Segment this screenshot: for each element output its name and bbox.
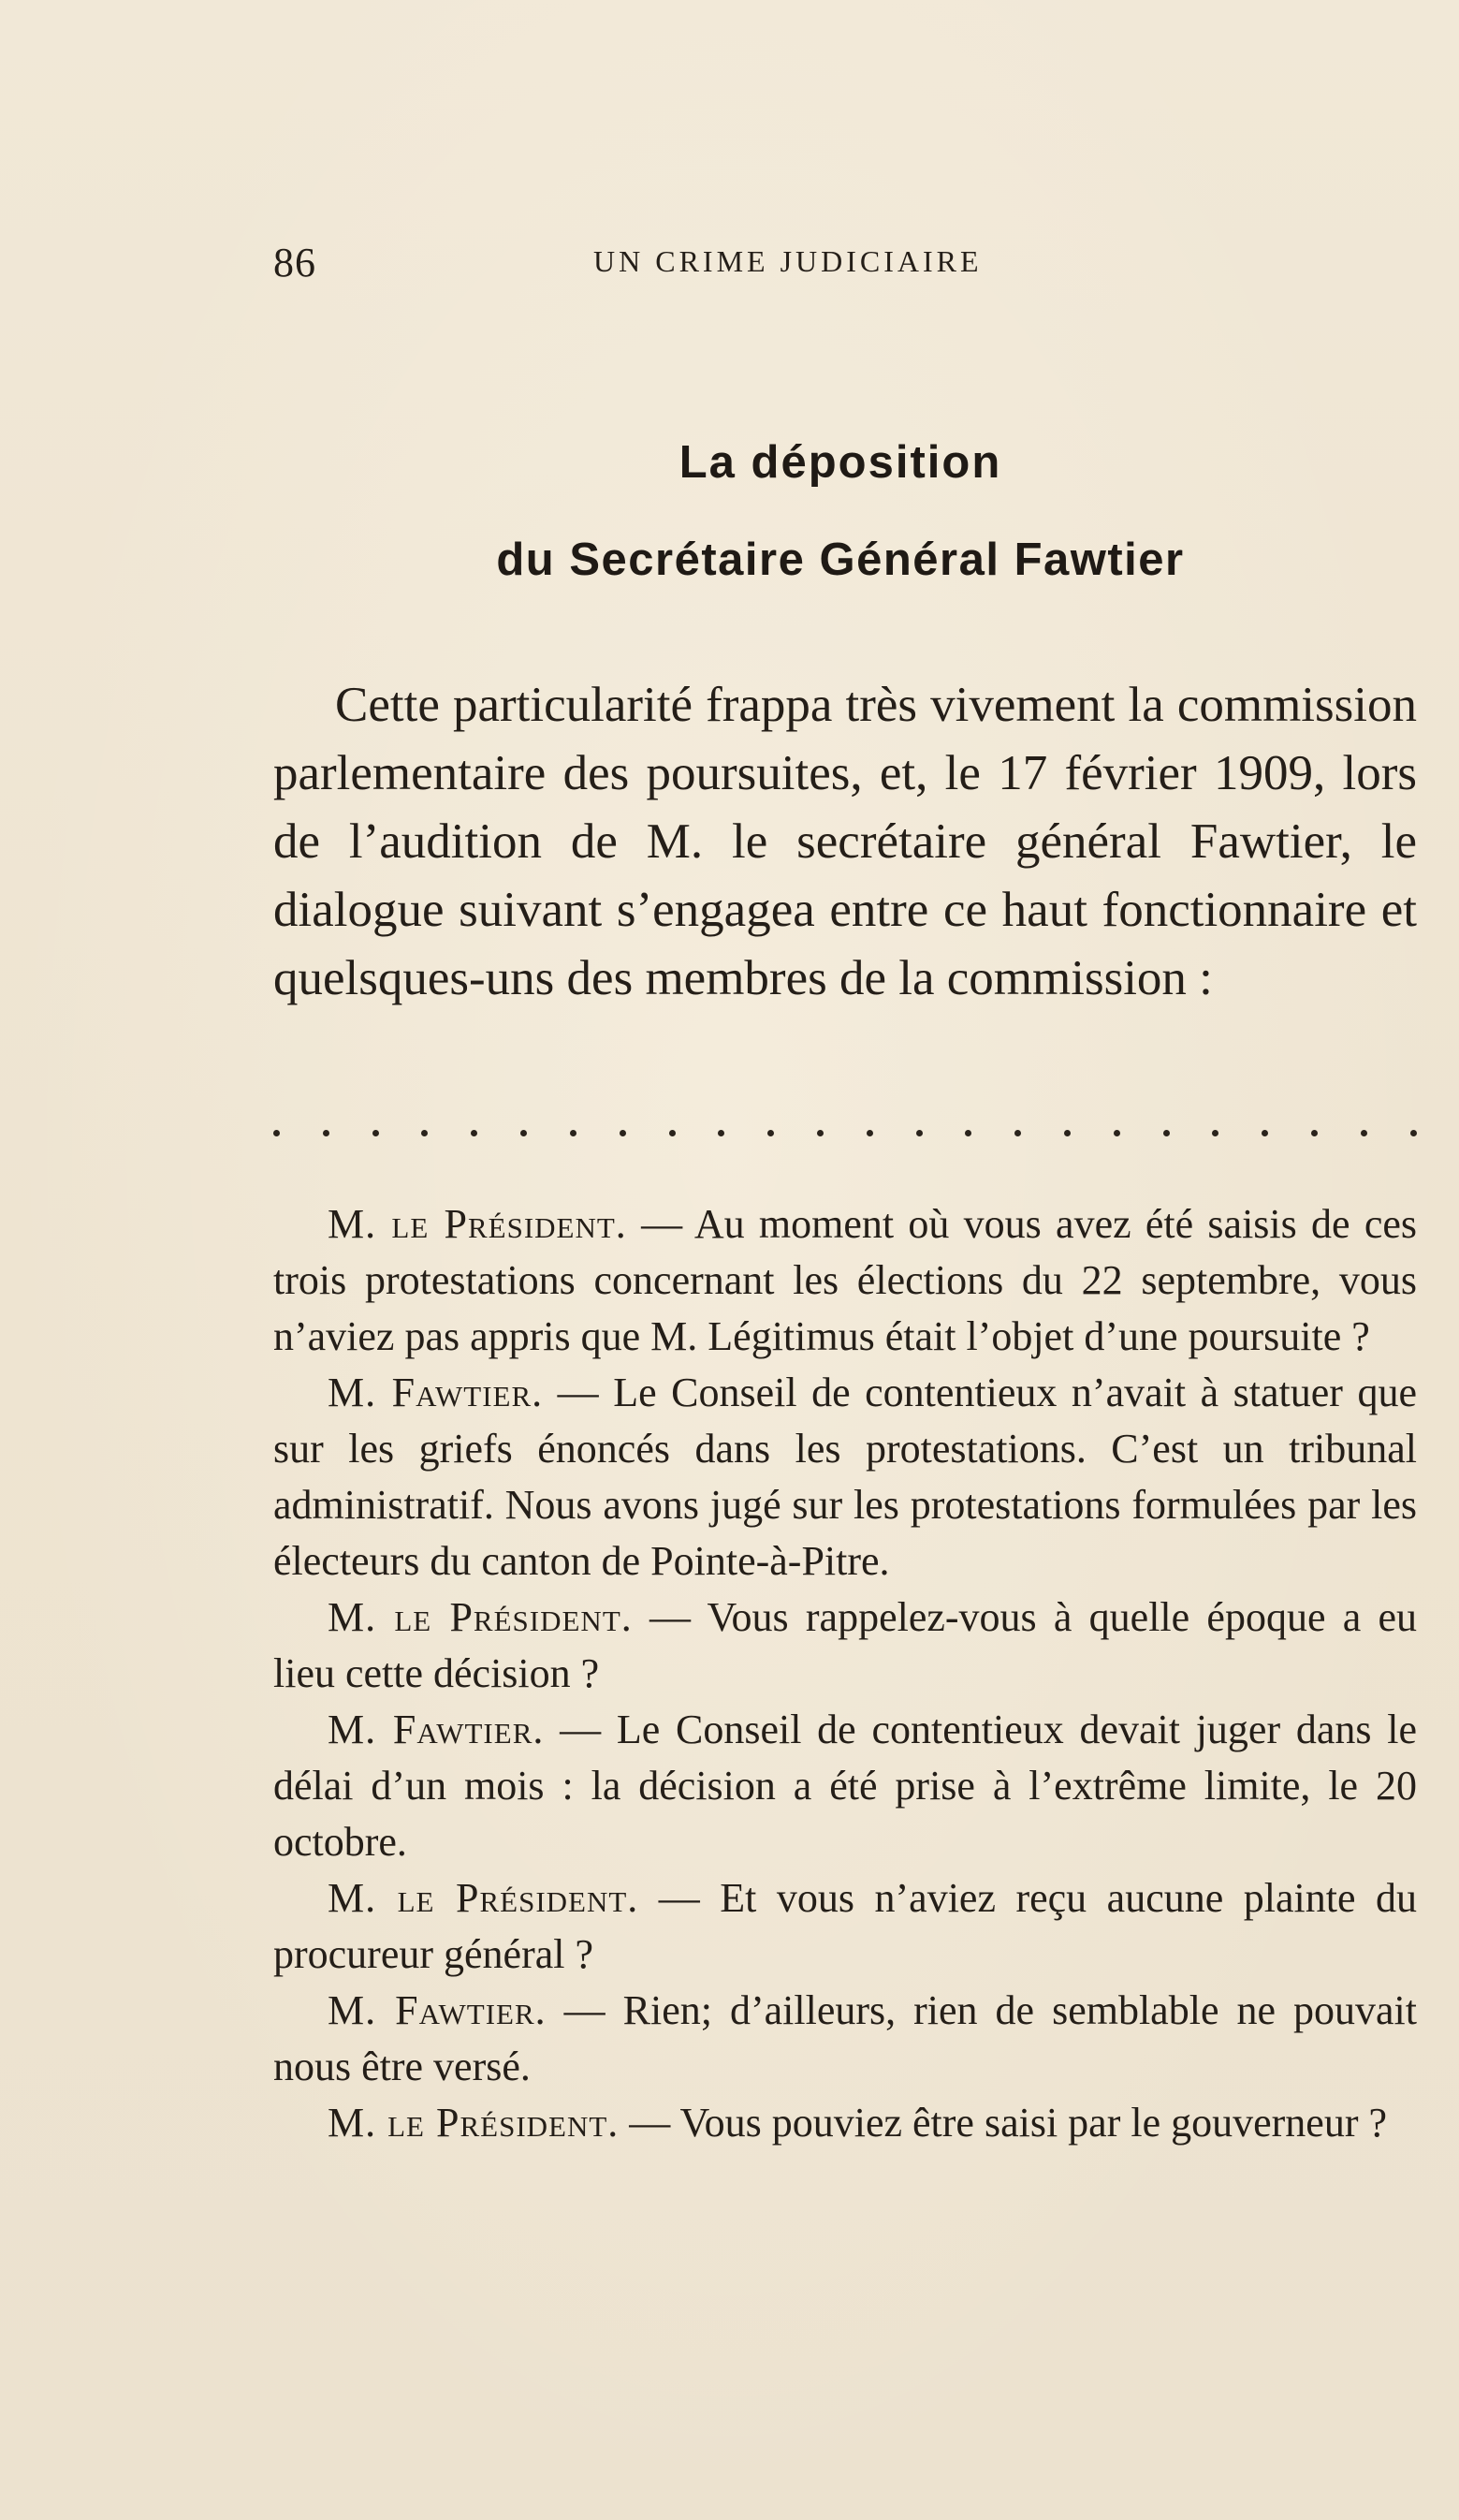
section-title-line-2: du Secrétaire Général Fawtier: [496, 535, 1185, 585]
dialogue-text: — Et vous n’aviez reçu aucune plainte du procureur général ?: [273, 1875, 1417, 1977]
dialogue-entry: [273, 1870, 1417, 1983]
ellipsis-dot: [965, 1130, 971, 1136]
ellipsis-dot: [620, 1130, 626, 1136]
dialogue-entry: [273, 1702, 1417, 1870]
ellipsis-dot: [1064, 1130, 1071, 1136]
ellipsis-separator: [273, 1119, 1417, 1147]
ellipsis-dot: [718, 1130, 724, 1136]
speaker-name: M. le Président.: [328, 1201, 627, 1247]
ellipsis-dot: [570, 1130, 576, 1136]
ellipsis-dot: [372, 1130, 379, 1136]
speaker-name: M. Fawtier.: [328, 1987, 547, 2033]
ellipsis-dot: [323, 1130, 329, 1136]
running-title: UN CRIME JUDICIAIRE: [593, 244, 983, 278]
speaker-name: M. Fawtier.: [328, 1707, 545, 1752]
ellipsis-dot: [471, 1130, 477, 1136]
dialogue-entry: [273, 1590, 1417, 1702]
dialogue-entry: [273, 1196, 1417, 1365]
lead-paragraph-block: [273, 671, 1417, 1013]
speaker-name: M. le Président.: [328, 2100, 620, 2146]
ellipsis-dot: [817, 1130, 824, 1136]
running-head: [273, 239, 1172, 286]
dialogue-text: — Rien; d’ailleurs, rien de semblable ne pouvait nous être versé.: [273, 1987, 1417, 2089]
dialogue-entry: [273, 2095, 1417, 2151]
ellipsis-dot: [1212, 1130, 1218, 1136]
page-number: 86: [273, 240, 316, 286]
ellipsis-dot: [1410, 1130, 1417, 1136]
ellipsis-dot: [421, 1130, 428, 1136]
ellipsis-dot: [1014, 1130, 1021, 1136]
ellipsis-dot: [767, 1130, 774, 1136]
speaker-name: M. le Président.: [328, 1594, 633, 1640]
dialogue-block: [273, 1196, 1417, 2151]
dialogue-text: — Le Conseil de contentieux n’avait à statuer que sur les griefs énoncés dans les protestations. C’est un tribunal administratif. Nous avons jugé sur les protestations formulées par les électeurs du canton de Pointe-à-Pitre.: [273, 1370, 1417, 1584]
dialogue-entry: [273, 1365, 1417, 1590]
ellipsis-dot: [1311, 1130, 1318, 1136]
ellipsis-dot: [669, 1130, 676, 1136]
dialogue-entry: [273, 1983, 1417, 2095]
ellipsis-dot: [1262, 1130, 1268, 1136]
ellipsis-dot: [1361, 1130, 1367, 1136]
dialogue-text: — Vous rappelez-vous à quelle époque a eu lieu cette décision ?: [273, 1594, 1417, 1696]
dialogue-text: — Au moment où vous avez été saisis de ces trois protestations concernant les élections du 22 septembre, vous n’aviez pas appris que M. Légitimus était l’objet d’une poursuite ?: [273, 1201, 1417, 1359]
section-title-line-1: La déposition: [678, 437, 1002, 488]
ellipsis-dot: [867, 1130, 873, 1136]
ellipsis-dot: [520, 1130, 527, 1136]
speaker-name: M. Fawtier.: [328, 1370, 544, 1415]
speaker-name: M. le Président.: [328, 1875, 639, 1921]
ellipsis-dot: [1163, 1130, 1170, 1136]
lead-paragraph: Cette particularité frappa très vivement la commission parlementaire des poursuites, et, le 17 février 1909, lors de l’audition de M. le secrétaire général Fawtier, le dialogue suivant s’engagea entre ce haut fonctionnaire et quelsques-uns des membres de la commission :: [273, 678, 1417, 1005]
ellipsis-dot: [273, 1130, 280, 1136]
dialogue-text: — Le Conseil de contentieux devait juger dans le délai d’un mois : la décision a été prise à l’extrême limite, le 20 octobre.: [273, 1707, 1417, 1865]
ellipsis-dot: [916, 1130, 923, 1136]
dialogue-text: — Vous pouviez être saisi par le gouverneur ?: [619, 2100, 1387, 2146]
ellipsis-dot: [1114, 1130, 1120, 1136]
